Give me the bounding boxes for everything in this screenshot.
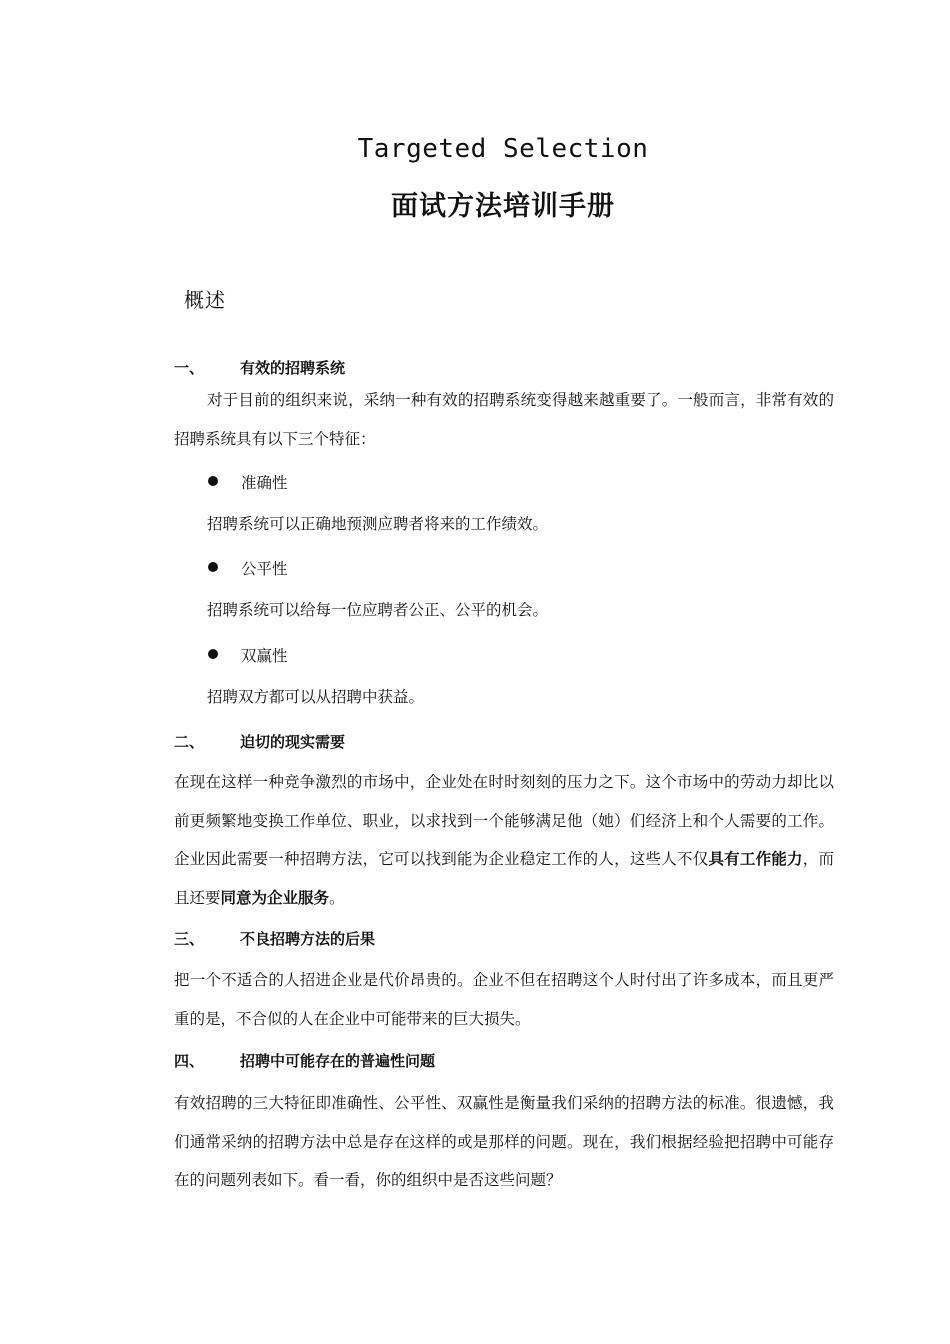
section-2-paragraph (174, 763, 834, 917)
section-2-heading (174, 731, 345, 752)
section-4-title: 招聘中可能存在的普遍性问题 (240, 1052, 436, 1070)
bullet-dot-icon (208, 649, 218, 659)
bullet-description: 招聘系统可以正确地预测应聘者将来的工作绩效。 (207, 515, 549, 533)
section-1-intro: 对于目前的组织来说，采纳一种有效的招聘系统变得越来越重要了。一般而言，非常有效的招聘系统具有以下三个特征： (174, 391, 834, 448)
section-2-bold-phrase-2: 同意为企业服务 (220, 888, 330, 907)
section-2-title: 迫切的现实需要 (240, 733, 346, 751)
section-2-text-start: 在现在这样一种竞争激烈的市场中，企业处在时时刻刻的压力之下。这个市场中的劳动力却比以前更频繁地变换工作单位、职业，以求找到一个能够满足他（她）们经济上和个人需要的工作。企业因此需要一种招聘方法，它可以找到能为企业稳定工作的人，这些人不仅 (174, 773, 834, 868)
section-1-number: 一、 (174, 359, 205, 377)
section-4-paragraph: 有效招聘的三大特征即准确性、公平性、双赢性是衡量我们采纳的招聘方法的标准。很遗憾，我们通常采纳的招聘方法中总是存在这样的或是那样的问题。现在，我们根据经验把招聘中可能存在的问题列表如下。看一看，你的组织中是否这些问题？ (174, 1094, 834, 1189)
bullet-label: 双赢性 (241, 647, 288, 665)
section-2-text-end: 。 (329, 888, 345, 907)
bullet-description: 招聘双方都可以从招聘中获益。 (207, 688, 425, 706)
section-4-heading (174, 1050, 435, 1071)
section-1-heading (174, 357, 345, 378)
document-title-english: Targeted Selection (357, 134, 649, 164)
section-3-title: 不良招聘方法的后果 (240, 930, 376, 948)
section-1-title: 有效的招聘系统 (240, 359, 346, 377)
section-3-paragraph: 把一个不适合的人招进企业是代价昂贵的。企业不但在招聘这个人时付出了许多成本，而且更严重的是，不合似的人在企业中可能带来的巨大损失。 (174, 971, 834, 1028)
section-3-number: 三、 (174, 930, 205, 948)
bullet-label: 公平性 (241, 560, 288, 578)
section-2-number: 二、 (174, 733, 205, 751)
document-title-chinese: 面试方法培训手册 (391, 191, 615, 222)
section-2-text-mid: ，而且还要 (174, 850, 834, 907)
bullet-description: 招聘系统可以给每一位应聘者公正、公平的机会。 (207, 601, 549, 619)
section-2-bold-phrase-1: 具有工作能力 (708, 850, 803, 868)
bullet-dot-icon (208, 476, 218, 486)
overview-heading: 概述 (184, 288, 226, 312)
section-3-heading (174, 928, 375, 949)
section-4-number: 四、 (174, 1052, 205, 1070)
bullet-label: 准确性 (241, 474, 288, 492)
bullet-dot-icon (208, 562, 218, 572)
